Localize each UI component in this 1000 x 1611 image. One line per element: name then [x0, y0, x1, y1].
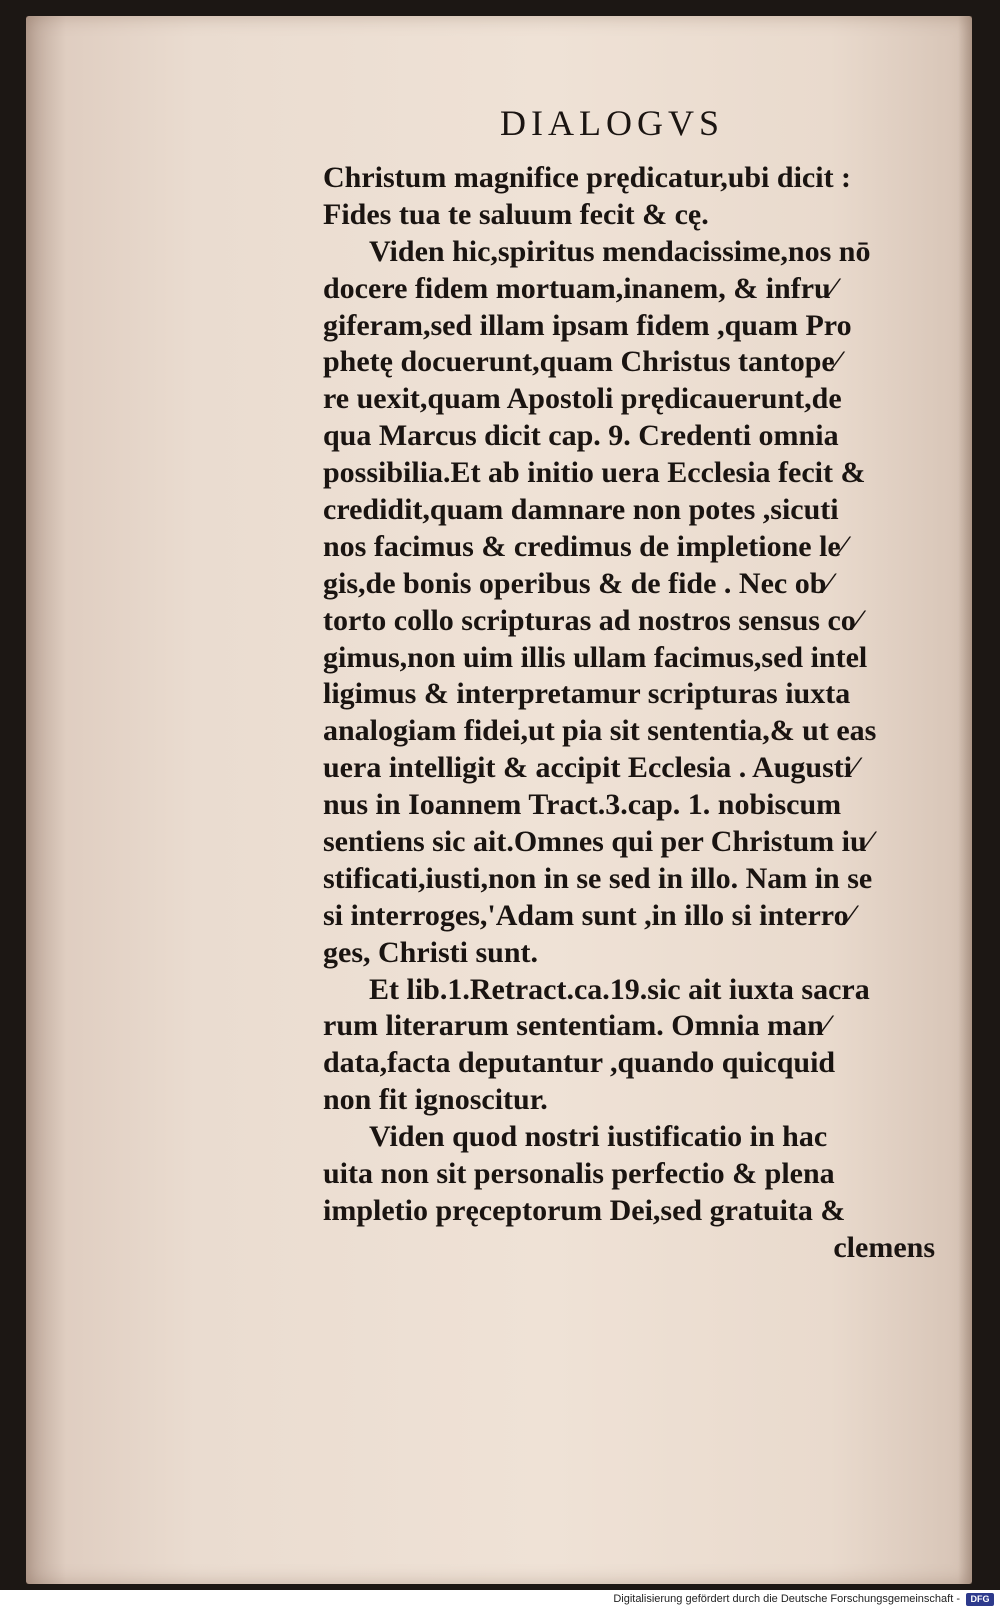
- text-line: ligimus & interpretamur scripturas iuxta: [323, 677, 851, 711]
- text-line: data,facta deputantur ,quando quicquid: [323, 1046, 836, 1080]
- text-line: Christum magnifice prędicatur,ubi dicit :: [323, 161, 852, 194]
- text-line: gimus,non uim illis ullam facimus,sed intel: [323, 640, 868, 674]
- text-line: giferam,sed illam ipsam fidem ,quam Pro: [323, 308, 852, 342]
- text-line: phetę docuerunt,quam Christus tantope⁄: [323, 345, 840, 379]
- text-line: clemens: [833, 1230, 935, 1264]
- text-line: si interroges,'Adam sunt ,in illo si interro⁄: [323, 898, 854, 932]
- text-line: docere fidem mortuam,inanem, & infru⁄: [323, 271, 836, 305]
- text-line: qua Marcus dicit cap. 9. Credenti omnia: [323, 419, 839, 453]
- footer-credit: Digitalisierung gefördert durch die Deutsche Forschungsgemeinschaft -: [613, 1593, 960, 1605]
- text-line: nos facimus & credimus de impletione le⁄: [323, 529, 846, 563]
- text-line: Viden hic,spiritus mendacissime,nos nō: [369, 234, 871, 268]
- gutter-shadow: [26, 16, 66, 1584]
- text-line: uita non sit personalis perfectio & plena: [323, 1157, 835, 1191]
- text-line: nus in Ioannem Tract.3.cap. 1. nobiscum: [323, 788, 842, 822]
- text-line: impletio pręceptorum Dei,sed gratuita &: [323, 1193, 846, 1227]
- text-line: re uexit,quam Apostoli prędicauerunt,de: [323, 382, 842, 416]
- text-line: credidit,quam damnare non potes ,sicuti: [323, 493, 839, 527]
- text-line: uera intelligit & accipit Ecclesia . Augusti⁄: [323, 751, 858, 785]
- text-line: Fides tua te saluum fecit & cę.: [323, 197, 709, 231]
- text-line: ges, Christi sunt.: [323, 935, 539, 969]
- text-line: possibilia.Et ab initio uera Ecclesia fecit &: [323, 456, 866, 490]
- text-line: gis,de bonis operibus & de fide . Nec ob⁄: [323, 566, 832, 600]
- text-line: sentiens sic ait.Omnes qui per Christum iu⁄: [323, 825, 872, 859]
- body-text: [323, 160, 945, 1267]
- text-line: non fit ignoscitur.: [323, 1083, 548, 1117]
- text-line: Viden quod nostri iustificatio in hac: [369, 1120, 828, 1154]
- dfg-logo: DFG: [966, 1593, 994, 1606]
- page-edge: [958, 16, 972, 1584]
- text-line: Et lib.1.Retract.ca.19.sic ait iuxta sacra: [369, 972, 870, 1006]
- text-line: stificati,iusti,non in se sed in illo. Nam in se: [323, 861, 873, 895]
- text-line: rum literarum sententiam. Omnia man⁄: [323, 1009, 829, 1043]
- text-line: torto collo scripturas ad nostros sensus co⁄: [323, 603, 861, 637]
- text-line: analogiam fidei,ut pia sit sententia,& ut eas: [323, 714, 877, 748]
- running-head: DIALOGVS: [500, 103, 724, 143]
